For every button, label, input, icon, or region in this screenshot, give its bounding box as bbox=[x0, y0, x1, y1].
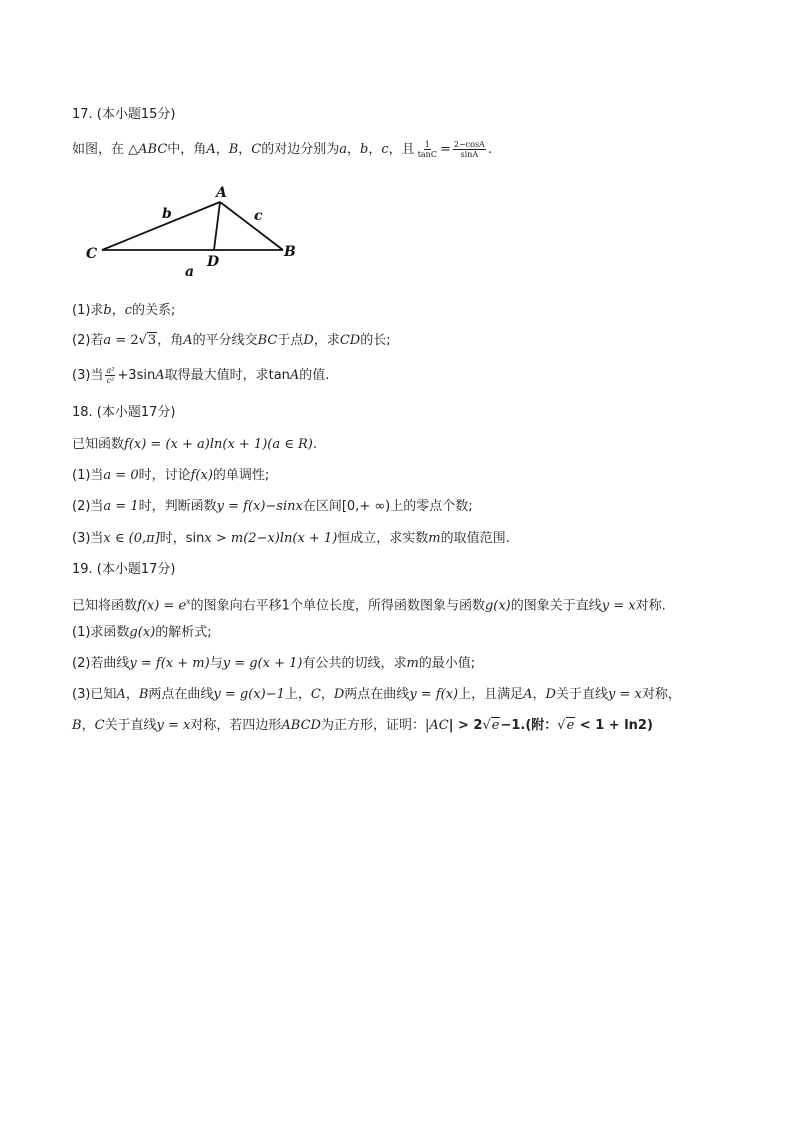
q19-p3-math: y = x bbox=[607, 687, 642, 702]
q19-stem-text: 的图象向右平移1个单位长度，所得函数图象与函数 bbox=[190, 598, 485, 614]
q17-p2-A: A bbox=[183, 333, 193, 348]
q19-p1-text: 的解析式; bbox=[155, 625, 212, 640]
q19-math: y = x bbox=[601, 598, 636, 614]
q17-p1-text: 的关系; bbox=[132, 303, 176, 318]
q19-p3-math: A bbox=[523, 687, 533, 702]
q19-p3-text: (3)已知 bbox=[72, 687, 117, 702]
q19-p3-text: 对称， bbox=[641, 687, 681, 702]
q19-p2-text: 与 bbox=[209, 656, 223, 671]
label-A: A bbox=[216, 185, 227, 201]
q17-p1-c: c bbox=[124, 303, 133, 318]
q18-header: 18. (本小题17分) bbox=[72, 405, 176, 420]
sqrt-symbol: √3 bbox=[138, 333, 157, 348]
label-a: a bbox=[185, 264, 195, 280]
q17-p3-text: (3)当 bbox=[72, 368, 104, 383]
q19-stem-text: 的图象关于直线 bbox=[510, 598, 602, 614]
q19-part3: (3)已知A，B两点在曲线y = g(x)−1上，C，D两点在曲线y = f(x)上，且满足A，D关于直线y = x对称， bbox=[72, 687, 681, 702]
q17-p3-text: 的值. bbox=[299, 368, 330, 383]
q19-p4-math: AC bbox=[429, 718, 449, 733]
q18-p2-math: a = 1 bbox=[103, 499, 139, 514]
q17-p2-CD: CD bbox=[339, 333, 361, 348]
q17-var-c: c bbox=[381, 142, 389, 157]
label-D: D bbox=[207, 254, 220, 270]
q19-p2-math: m bbox=[406, 656, 419, 671]
label-C: C bbox=[86, 246, 98, 262]
sqrt-symbol: √e bbox=[482, 718, 500, 733]
q17-stem-text: 的对边分别为 bbox=[261, 142, 340, 157]
q18-part2 bbox=[72, 498, 473, 516]
q17-p3-text: +3sin bbox=[117, 368, 156, 383]
q17-var-b: b bbox=[360, 142, 369, 157]
q17-p2-text: 的长; bbox=[360, 333, 391, 348]
q18-p3-text: 恒成立，求实数 bbox=[337, 531, 429, 546]
q18-p3-text: 的取值范围. bbox=[440, 531, 510, 546]
q19-math: g(x) bbox=[484, 598, 511, 614]
q19-p4-math: B bbox=[72, 718, 82, 733]
q17-var-B: B bbox=[228, 142, 239, 157]
q19-p2-math: y = g(x + 1) bbox=[222, 656, 303, 671]
q17-fraction-1 bbox=[417, 140, 438, 159]
q19-p3-math: B bbox=[138, 687, 149, 702]
q18-stem-text: . bbox=[312, 437, 317, 452]
side-c-line bbox=[220, 202, 283, 250]
q17-p2-a: a bbox=[103, 333, 112, 348]
q19-p2-text: 有公共的切线，求 bbox=[302, 656, 407, 671]
frac-num: 1 bbox=[424, 140, 430, 149]
q17-p1-text: (1)求 bbox=[72, 303, 104, 318]
q17-fraction-2 bbox=[453, 140, 486, 159]
q18-p1-text: (1)当 bbox=[72, 468, 104, 483]
label-B: B bbox=[284, 244, 296, 260]
q18-p3-math: m bbox=[428, 531, 441, 546]
q19-p3-text: 关于直线 bbox=[555, 687, 608, 702]
q17-p1-b: b bbox=[103, 303, 112, 318]
q19-p1-text: (1)求函数 bbox=[72, 625, 130, 640]
frac-den: sinA bbox=[460, 150, 479, 159]
label-c: c bbox=[254, 208, 263, 224]
q17-part2 bbox=[72, 332, 391, 350]
q19-p2-math: y = f(x + m) bbox=[129, 656, 210, 671]
q18-p3-text: 时，sin bbox=[159, 531, 205, 546]
q19-stem bbox=[72, 593, 666, 615]
q19-p3-text: 上，且满足 bbox=[458, 687, 524, 702]
q19-p3-math: A bbox=[116, 687, 126, 702]
q19-p3-math: D bbox=[333, 687, 345, 702]
q17-stem-text: 如图，在 bbox=[72, 142, 125, 157]
side-b-line bbox=[102, 202, 220, 250]
sqrt-symbol: √e bbox=[557, 718, 575, 733]
q17-p2-text: 的平分线交 bbox=[192, 333, 258, 348]
q17-p2-text: (2)若 bbox=[72, 333, 104, 348]
q19-p2-text: (2)若曲线 bbox=[72, 656, 130, 671]
q19-part3-cont: B，C关于直线y = x对称，若四边形ABCD为正方形，证明：|AC| > 2√e−1.(附：√e < 1 + ln2) bbox=[72, 718, 653, 733]
q19-p4-math: C bbox=[94, 718, 105, 733]
q18-p1-math: f(x) bbox=[190, 468, 213, 483]
q19-part1 bbox=[72, 624, 212, 642]
q17-part3 bbox=[72, 366, 329, 385]
q17-header: 17. (本小题15分) bbox=[72, 107, 176, 122]
q17-stem-text: 中，角 bbox=[167, 142, 207, 157]
q18-part1 bbox=[72, 467, 269, 485]
q18-p1-math: a = 0 bbox=[103, 468, 139, 483]
q19-header: 19. (本小题17分) bbox=[72, 562, 176, 577]
q19-p2-text: 的最小值; bbox=[418, 656, 476, 671]
q18-stem bbox=[72, 436, 317, 454]
segment-AD bbox=[214, 202, 220, 250]
q18-stem-text: 已知函数 bbox=[72, 437, 125, 452]
q17-p3-A: A bbox=[289, 368, 300, 383]
q19-p1-math: g(x) bbox=[129, 625, 156, 640]
sqrt-radicand: 3 bbox=[147, 333, 157, 348]
q19-stem-text: 对称. bbox=[635, 598, 666, 614]
frac-den: tanC bbox=[417, 150, 437, 159]
q19-p3-text: 两点在曲线 bbox=[148, 687, 214, 702]
q17-part1: (1)求b，c的关系; bbox=[72, 303, 176, 318]
q17-var-A: A bbox=[206, 142, 216, 157]
q18-function: f(x) = (x + a)ln(x + 1)(a ∈ R) bbox=[124, 437, 313, 452]
q18-p1-text: 时，讨论 bbox=[138, 468, 191, 483]
q17-dot: . bbox=[487, 142, 492, 157]
q17-p2-text: ，求 bbox=[313, 333, 340, 348]
q19-p3-math: C bbox=[310, 687, 321, 702]
sqrt-radicand: e bbox=[566, 718, 575, 733]
q19-p3-math: y = f(x) bbox=[409, 687, 459, 702]
q19-p4-text: | > 2 bbox=[448, 718, 483, 733]
q19-p4-text: 为正方形，证明：| bbox=[320, 718, 430, 733]
q17-ABC: ABC bbox=[138, 142, 168, 157]
frac-num: a² bbox=[106, 366, 115, 375]
q17-p2-text: ，角 bbox=[157, 333, 184, 348]
q19-p4-text: < 1 + ln2) bbox=[575, 718, 653, 733]
q18-p3-math: m(2−x)ln(x + 1) bbox=[230, 531, 338, 546]
frac-num: 2−cosA bbox=[453, 140, 485, 149]
q18-p3-text: (3)当 bbox=[72, 531, 104, 546]
q17-var-C: C bbox=[251, 142, 262, 157]
triangle-symbol: △ bbox=[128, 142, 139, 157]
q17-var-a: a bbox=[339, 142, 348, 157]
frac-den: c² bbox=[106, 376, 115, 385]
q19-p3-text: 上， bbox=[284, 687, 311, 702]
q18-p3-math: x bbox=[204, 531, 212, 546]
q18-p2-text: 在区间[0,+ ∞)上的零点个数; bbox=[302, 499, 473, 514]
q18-p2-text: 时，判断函数 bbox=[138, 499, 217, 514]
q19-p4-text: −1.(附： bbox=[500, 718, 558, 733]
q19-part2 bbox=[72, 655, 475, 673]
q19-p3-math: D bbox=[545, 687, 556, 702]
q17-p2-eq: = 2 bbox=[111, 333, 139, 348]
q19-p3-math: y = g(x)−1 bbox=[213, 687, 285, 702]
q17-p2-D: D bbox=[303, 333, 314, 348]
q19-p4-text: 对称，若四边形 bbox=[190, 718, 282, 733]
q19-p3-text: 两点在曲线 bbox=[344, 687, 410, 702]
q17-p2-text: 于点 bbox=[277, 333, 304, 348]
q19-p4-math: ABCD bbox=[281, 718, 321, 733]
equals-sign: = bbox=[439, 142, 451, 157]
q19-p4-text: 关于直线 bbox=[104, 718, 157, 733]
triangle-figure bbox=[80, 184, 310, 280]
q17-stem: 如图，在 △ABC中，角A，B，C的对边分别为a，b，c，且 $\frac{1}{\tan C}$ = $\frac{2-\cos A}{\sin A}$ . bbox=[72, 140, 492, 159]
q19-stem-text: 已知将函数 bbox=[72, 598, 138, 614]
q17-p3-A: A bbox=[155, 368, 165, 383]
q18-p2-math: y = f(x)−sinx bbox=[216, 499, 303, 514]
q17-stem-text: ，且 bbox=[388, 142, 415, 157]
q18-p1-text: 的单调性; bbox=[212, 468, 270, 483]
q17-p3-fraction bbox=[105, 366, 115, 385]
q18-p3-gt: > bbox=[211, 531, 231, 546]
q19-math: f(x) = e bbox=[137, 598, 187, 614]
q18-part3 bbox=[72, 530, 510, 548]
q19-exp: x bbox=[186, 597, 191, 606]
sqrt-radicand: e bbox=[491, 718, 500, 733]
q19-p3-text: ， bbox=[125, 687, 139, 702]
q19-p4-math: y = x bbox=[156, 718, 191, 733]
q17-p2-BC: BC bbox=[257, 333, 278, 348]
q18-p3-math: x ∈ (0,π] bbox=[103, 531, 160, 546]
q18-p2-text: (2)当 bbox=[72, 499, 104, 514]
q17-p3-text: 取得最大值时，求tan bbox=[164, 368, 290, 383]
label-b: b bbox=[162, 206, 172, 222]
